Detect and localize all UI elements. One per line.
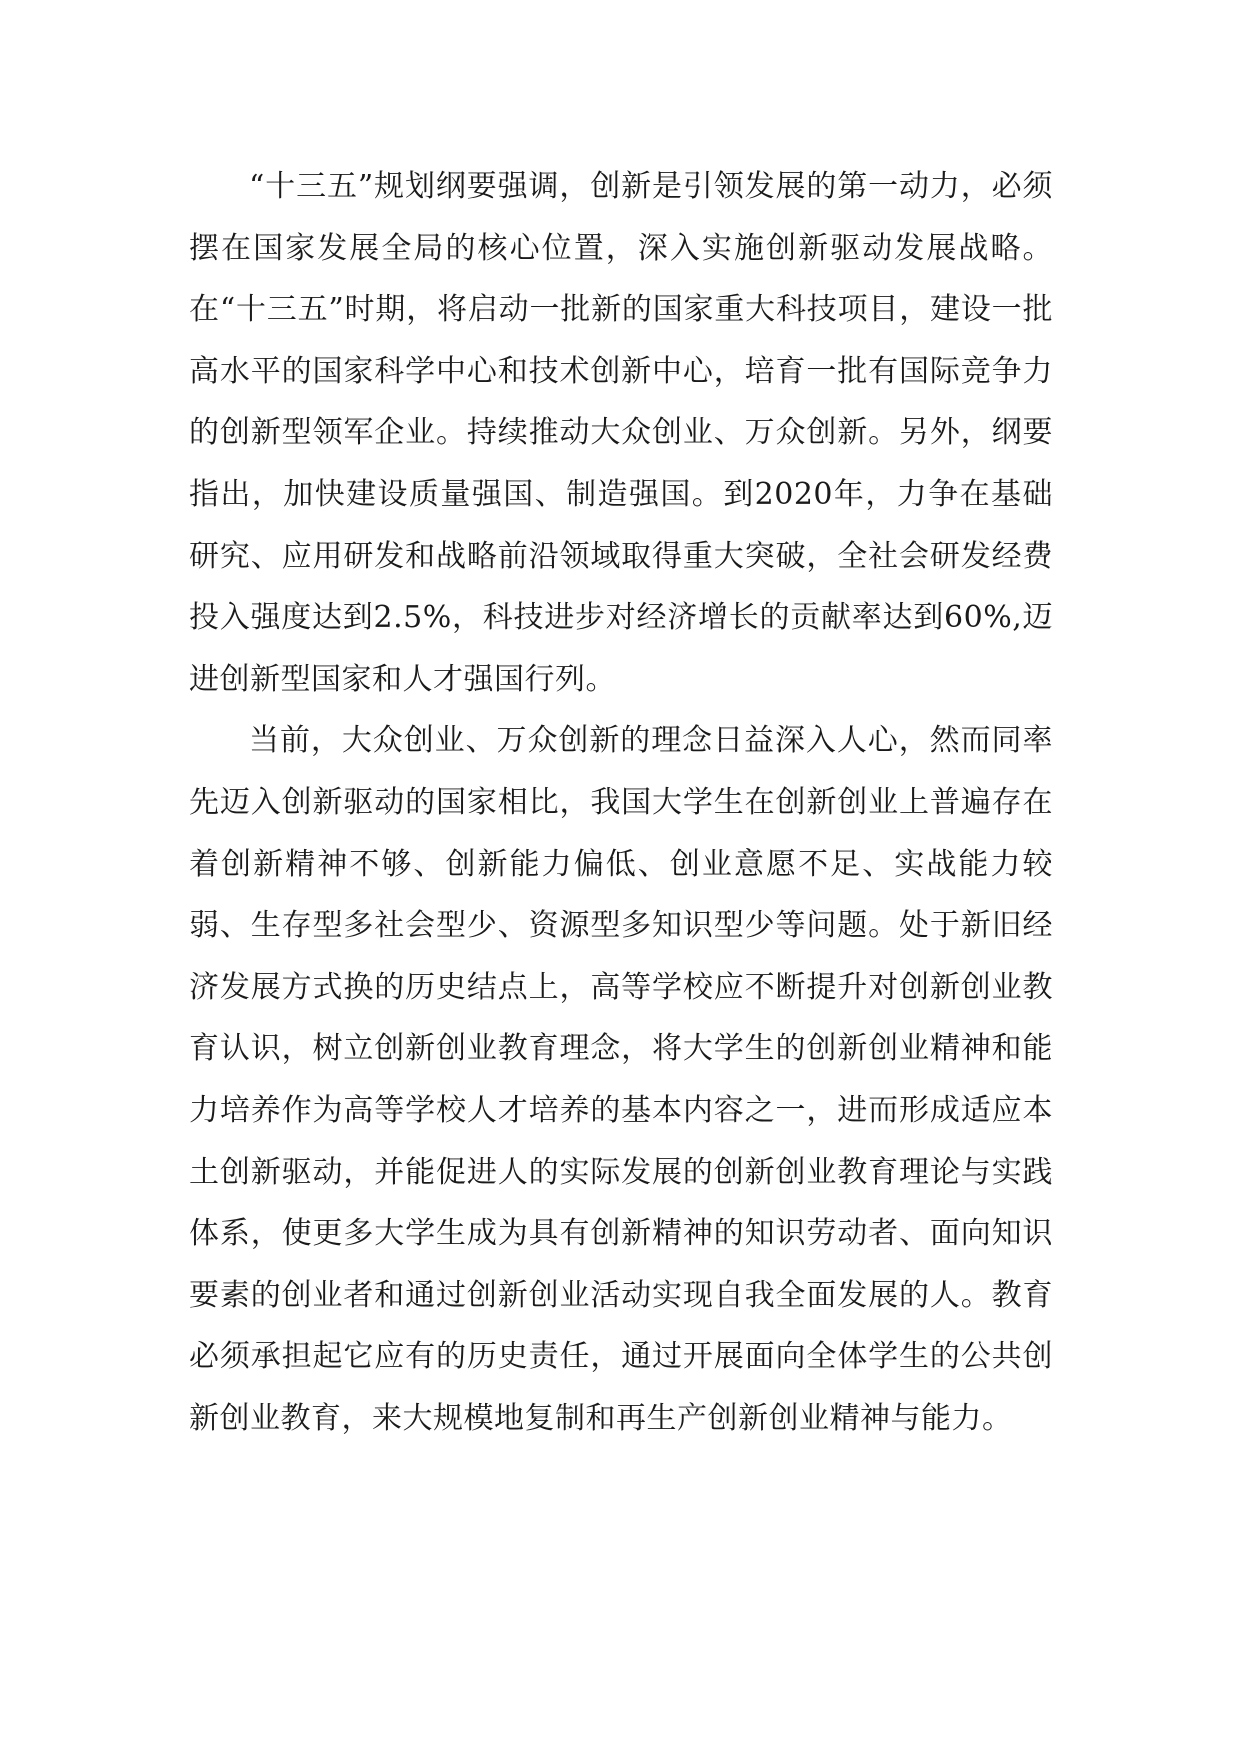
paragraph-1: “十三五”规划纲要强调，创新是引领发展的第一动力，必须摆在国家发展全局的核心位置，深入实施创新驱动发展战略。在“十三五”时期，将启动一批新的国家重大科技项目，建设一批高水平的国家科学中心和技术创新中心，培育一批有国际竞争力的创新型领军企业。持续推动大众创业、万众创新。另外，纲要指出，加快建设质量强国、制造强国。到2020年，力争在基础研究、应用研发和战略前沿领域取得重大突破，全社会研发经费投入强度达到2.5%，科技进步对经济增长的贡献率达到60%,迈进创新型国家和人才强国行列。 (189, 169, 1053, 697)
document-body (189, 156, 1053, 1449)
paragraph-2: 当前，大众创业、万众创新的理念日益深入人心，然而同率先迈入创新驱动的国家相比，我国大学生在创新创业上普遍存在着创新精神不够、创新能力偏低、创业意愿不足、实战能力较弱、生存型多社会型少、资源型多知识型少等问题。处于新旧经济发展方式换的历史结点上，高等学校应不断提升对创新创业教育认识，树立创新创业教育理念，将大学生的创新创业精神和能力培养作为高等学校人才培养的基本内容之一，进而形成适应本土创新驱动，并能促进人的实际发展的创新创业教育理论与实践体系，使更多大学生成为具有创新精神的知识劳动者、面向知识要素的创业者和通过创新创业活动实现自我全面发展的人。教育必须承担起它应有的历史责任，通过开展面向全体学生的公共创新创业教育，来大规模地复制和再生产创新创业精神与能力。 (189, 723, 1053, 1436)
